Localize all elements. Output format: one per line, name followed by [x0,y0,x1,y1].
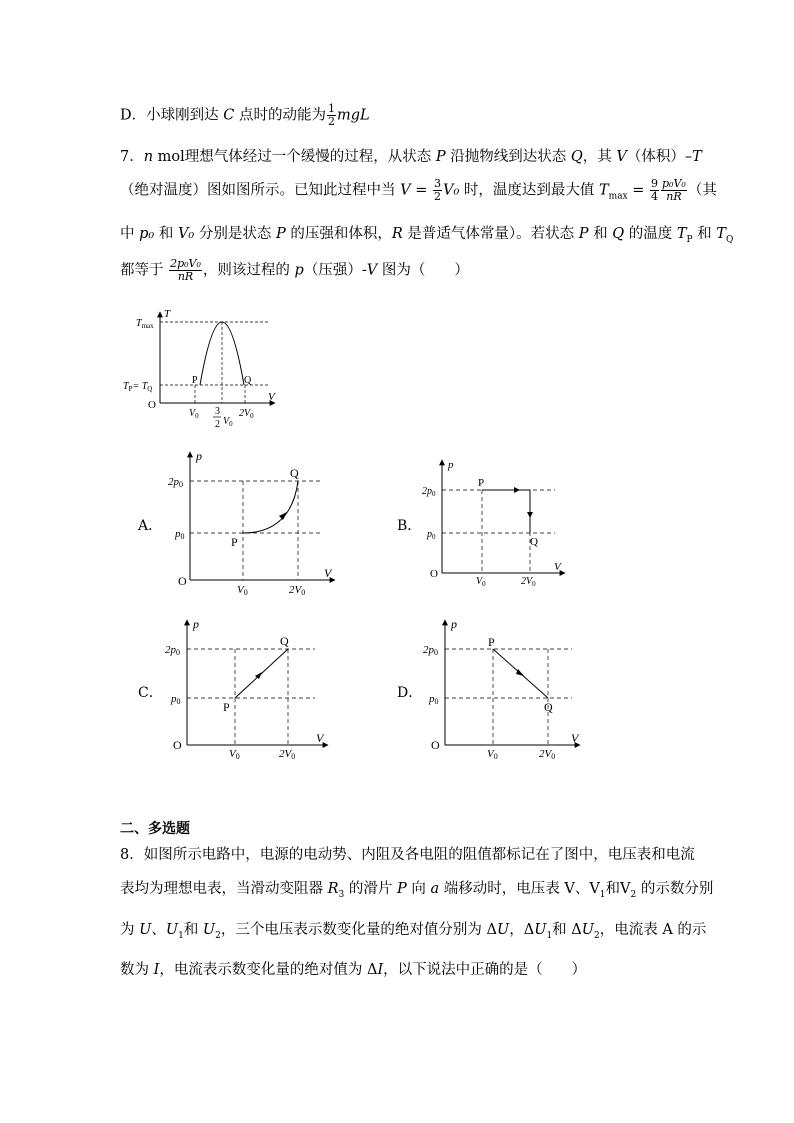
sub-0: 0 [532,580,536,588]
p-axis-label: p [193,617,199,631]
r3-sub: 3 [338,889,345,900]
v0-sub: 0 [195,412,199,420]
v2-sub: 0 [250,412,254,420]
v-axis-label: V [571,731,579,745]
option-d-mid: 点时的动能为 [234,107,326,124]
l3-d: 的压强和体积， [285,226,392,242]
l4-c: （压强）- [303,262,367,279]
t: 、 [151,922,166,938]
frac-den: nR [177,270,194,283]
two-v0-label [539,748,555,761]
tp-t: T [123,381,129,392]
sub-0: 0 [243,588,248,597]
v0-label [476,576,486,588]
q7-l2-a: （绝对温度）图如图所示。已知此过程中当 [120,182,401,199]
q-point-label: Q [244,375,252,386]
u2: U [202,922,216,938]
tmax-label [136,318,154,330]
v32-den: 2 [215,419,220,430]
u: U [139,922,152,938]
frac-num: 2p₀V₀ [170,257,201,270]
v0-text: V [476,576,483,587]
q6-option-d [120,103,370,128]
two-v0-text: 2V [279,748,292,760]
option-c-graph[interactable] [165,618,335,763]
l4-b: ，则该过程的 [202,262,295,279]
v-var: V [616,149,627,165]
v0: V₀ [442,182,460,199]
t: 和 [183,922,203,938]
tq: T [716,226,726,242]
two-p0-label [168,476,183,489]
q7-l2-b: 时，温度达到最大值 [459,182,599,199]
two-p0-label [423,644,438,657]
frac-den: 2 [433,190,441,203]
v0-text: V [229,748,236,760]
t: 和V [605,881,631,897]
sub-0: 0 [493,752,498,761]
t: ，Δ [509,922,535,938]
two-v0-label [279,748,295,761]
du: U [496,922,510,938]
q7-line1 [120,145,702,166]
v0-label [237,584,248,597]
two-p0-label [165,644,180,657]
state-p: P [435,149,446,165]
du1: U [534,922,547,938]
p-axis-label: p [451,617,457,631]
q7-text-b: 沿抛物线到达状态 [445,149,571,165]
q7-line2 [120,178,717,203]
state-p: P [578,226,589,242]
t-var: T [692,149,702,165]
p0-label [170,693,181,706]
slider-p: P [396,881,407,897]
t: ，电流表 A 的示 [599,922,707,938]
t: ，电流表示数变化量的绝对值为 Δ [159,962,378,978]
u1: U [165,922,179,938]
l4-a: 都等于 [120,262,169,279]
l3-h: 和 [692,226,717,242]
state-p: P [275,226,286,242]
origin-label: O [148,399,156,411]
sub-0: 0 [551,752,556,761]
v32-v-letter: V [223,416,230,427]
frac-num: 3 [433,177,441,190]
frac-num: p₀V₀ [662,177,686,190]
frac-den: nR [666,190,682,203]
frac-den: 2 [327,115,335,128]
option-a-label[interactable]: A． [138,518,163,534]
v0: V₀ [177,226,195,242]
eq: = [410,182,432,199]
option-b-label[interactable]: B． [397,518,422,534]
two-v0-text: 2V [521,576,533,587]
r-var: R [391,226,403,242]
option-d-label[interactable]: D． [397,685,423,701]
p0-label [426,529,436,541]
du2: U [581,922,594,938]
fraction-p0v0-nr [661,178,687,203]
p0-label [174,528,185,541]
option-b-graph[interactable] [420,458,570,588]
q7-line3 [120,222,733,245]
l3-a: 中 [120,226,140,242]
r3: R [327,881,339,897]
t: 的滑片 [344,881,397,897]
v-axis-label: V [324,566,332,580]
sub-0: 0 [176,648,180,657]
v-axis-label: V [316,731,324,745]
sub-0: 0 [180,532,185,541]
origin-label: O [173,738,182,752]
arrow-right [514,487,520,493]
v0-text: V [487,748,494,760]
t-axis-label: T [164,308,171,320]
t: 为 [120,922,140,938]
point-p-label: P [488,635,495,649]
q8-line2 [120,877,713,900]
t: ，以下说法中正确的是（ ） [383,962,587,978]
option-c-label[interactable]: C． [138,685,163,701]
di: I [377,962,384,978]
p0-text: p [427,529,432,540]
frac-num: 9 [651,177,659,190]
v2-tick [239,408,254,420]
two-p0-text: 2p [165,644,176,656]
point-q-label: Q [290,466,299,480]
tmax: T [598,182,609,199]
point-q-label: Q [530,536,538,548]
t: 的示数分别 [636,881,714,897]
v0-v: V [189,408,196,419]
vt-graph [120,308,290,433]
option-a-graph[interactable] [165,450,340,600]
sub-0: 0 [291,752,296,761]
sub-0: 0 [179,480,183,489]
tq-sub: Q [725,234,734,245]
sub: 2 [594,930,600,941]
t: 表均为理想电表，当滑动变阻器 [120,881,328,897]
point-p-label: P [231,535,238,549]
t: 端移动时，电压表 V、V [439,881,600,897]
state-q: Q [612,226,625,242]
l3-f: 和 [588,226,613,242]
fraction-2p0v0-nr [169,258,202,283]
sub-0: 0 [432,533,436,541]
two-v0-label [289,584,305,597]
process-curve [243,481,298,533]
v0-text: V [237,584,244,596]
origin-label: O [431,738,440,752]
p-axis-label: p [196,449,202,463]
fraction-half [327,103,336,128]
point-q-label: Q [544,700,553,714]
q8-line3 [120,918,706,941]
p-point-label: P [192,375,198,386]
two-p0-text: 2p [423,644,434,656]
two-p0-label [422,486,436,498]
n-var: n [143,149,154,165]
sub-0: 0 [434,648,438,657]
t: 和 Δ [552,922,582,938]
v0-label [487,748,498,761]
v2-v: 2V [239,408,251,419]
p-axis-label: p [448,459,454,471]
i: I [153,962,160,978]
sub-0: 0 [235,752,240,761]
option-d-graph[interactable] [420,618,585,763]
tmax-sub: max [608,191,628,202]
v-var: V [366,262,378,279]
v1-sub: 1 [599,889,606,900]
sub-0: 0 [432,490,436,498]
two-v0-text: 2V [289,584,302,596]
p-var: p [294,262,304,279]
p0-text: p [429,693,435,705]
two-p0-text: 2p [422,486,432,497]
origin-label: O [178,574,187,588]
frac-den: 4 [651,190,659,203]
tmax-sub: max [141,322,154,330]
q7-line4 [120,258,469,283]
point-p-label: P [478,477,485,489]
q7-l2-c: （其 [687,182,717,199]
p0: p₀ [139,226,155,242]
v-axis-label: V [268,391,275,403]
point-p-label: P [223,700,230,714]
sub-0: 0 [176,697,181,706]
q7-text-c: ，其 [582,149,617,165]
sub-0: 0 [482,580,486,588]
v0-label [229,748,240,761]
v32-v [223,416,233,428]
option-d-text: D．小球刚到达 [120,107,224,124]
eq2: = [627,182,650,199]
p0-text: p [175,528,181,540]
sub: 1 [546,930,553,941]
p0-text: p [171,693,177,705]
l3-g: 的温度 [624,226,677,242]
q8-line1: 8．如图所示电路中，电源的电动势、内阻及各电阻的阻值都标记在了图中，电压表和电流 [120,847,695,863]
eq-t: = T [132,381,148,392]
direction-arrow [279,512,287,520]
l3-c: 分别是状态 [194,226,276,242]
origin-label: O [430,568,438,580]
l3-e: 是普适气体常量）。若状态 [402,226,579,242]
v2-sub: 2 [630,889,637,900]
point-c: C [223,107,235,124]
p0-label [428,693,439,706]
q8-line4 [120,958,586,979]
frac-num: 1 [327,102,335,115]
sub: 1 [178,930,184,941]
fraction-9-4 [650,178,659,203]
two-p0-text: 2p [168,476,179,488]
q7-text-d: （体积）– [626,149,693,165]
t: 向 [406,881,431,897]
tp-tq-label [123,381,152,393]
sub: 2 [215,930,221,941]
mgl: mgL [336,107,370,124]
t: 数为 [120,962,154,978]
tp-sub: P [128,385,133,393]
tmax-t: T [136,318,142,329]
tq-sub: Q [147,385,153,393]
l3-b: 和 [154,226,178,242]
section-title-multiple-choice: 二、多选题 [120,821,190,837]
l4-d: 图为（ ） [377,262,469,279]
state-q: Q [570,149,583,165]
v32-num: 3 [215,406,220,417]
two-v0-text: 2V [539,748,552,760]
t: ，三个电压表示数变化量的绝对值分别为 Δ [220,922,497,938]
v0-tick [189,408,199,420]
v32-sub: 0 [229,420,233,428]
arrow-down [527,512,533,518]
v-var: V [400,182,411,199]
q7-text-a: mol理想气体经过一个缓慢的过程，从状态 [153,149,436,165]
end-a: a [430,881,440,897]
fraction-3-2 [433,178,442,203]
tp-sub: P [686,234,693,245]
process-path [482,490,530,533]
sub-0: 0 [434,697,439,706]
q7-number: 7． [120,149,144,165]
tp: T [676,226,687,242]
two-v0-label [521,576,536,588]
point-q-label: Q [280,634,289,648]
process-line [235,649,288,698]
v-axis-label: V [554,561,561,573]
sub-0: 0 [301,588,306,597]
